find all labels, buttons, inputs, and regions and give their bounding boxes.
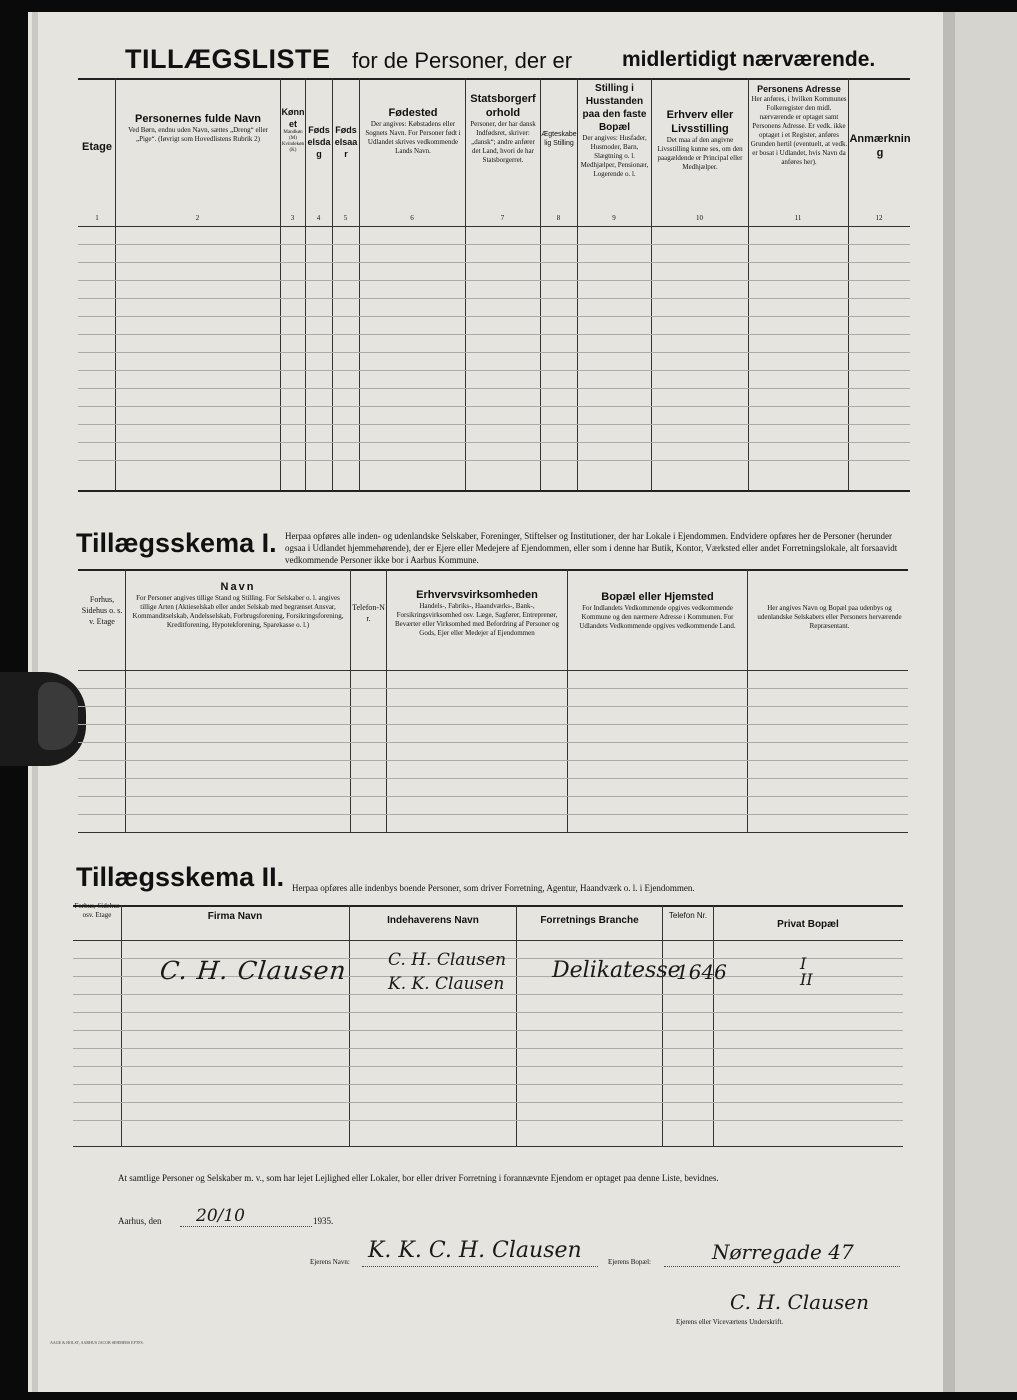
city-date-label: Aarhus, den [118, 1216, 162, 1226]
signature-value: C. H. Clausen [730, 1290, 869, 1314]
owner-name-value: K. K. C. H. Clausen [368, 1238, 582, 1263]
col-num: 3 [290, 214, 295, 222]
year-label: 1935. [313, 1216, 334, 1226]
col-header-name: Personernes fulde Navn Ved Børn, endnu uden Navn, sættes „Dreng“ eller „Pige“. (Iøvrigt som Hovedlistens Rubrik 2) [128, 113, 268, 143]
date-value: 20/10 [196, 1206, 245, 1226]
col-divider [465, 78, 466, 490]
row-line [73, 1084, 903, 1085]
skema2-intro: Herpaa opføres alle indenbys boende Personer, som driver Forretning, Agentur, Haandværk o. l. i Ejendommen. [292, 883, 695, 893]
col-divider [748, 78, 749, 490]
s2-col-bopael: Privat Bopæl [777, 919, 839, 930]
col-header-aegteskab: Ægteskabelig Stilling [541, 131, 577, 147]
row-line [78, 262, 910, 263]
s2-col-telefon: Telefon Nr. [668, 911, 708, 920]
col-header-etage: Etage [82, 141, 112, 153]
col-header-adresse: Personens Adresse Her anføres, i hvilken Kommunes Folkeregister den midl. nærværende er optaget samt Personens Adresse. Er vedk. ikke optaget i et Register, anføres Grunden hertil (eventuelt, at vedk. er bosat i Udlandet, hvis Navn da anføres her). [750, 84, 848, 166]
row-line [78, 814, 908, 815]
table-top-rule [78, 78, 910, 80]
row-line [73, 1102, 903, 1103]
col-num: 2 [195, 214, 200, 222]
row-line [78, 460, 910, 461]
row-line [78, 778, 908, 779]
s2-col-etage: Forhus, Sidehus osv. Etage [74, 902, 120, 919]
row-line [73, 1120, 903, 1121]
row-line [78, 724, 908, 725]
col-divider [713, 905, 714, 1146]
row-line [78, 244, 910, 245]
owner-address-value: Nørregade 47 [712, 1240, 854, 1264]
col-divider [386, 569, 387, 832]
col-divider [359, 78, 360, 490]
owner-address-line [664, 1266, 900, 1267]
col-num: 4 [316, 214, 321, 222]
row-line [73, 1048, 903, 1049]
row-line [78, 406, 910, 407]
s1-col-navn: Navn For Personer angives tillige Stand og Stilling. For Selskaber o. l. angives tillige Arten (Aktieselskab eller andet Selskab med begrænset Ansvar, Kommanditselskab, Andelsselskab, Forbrugsforening, Forsikringsforening, Kreditforening, Hypotekforening, Sparekasse o. l.) [132, 581, 344, 629]
row-line [78, 334, 910, 335]
row-line [78, 742, 908, 743]
col-num: 10 [696, 214, 703, 222]
col-num: 12 [875, 214, 883, 222]
owner-name-line [362, 1266, 598, 1267]
title-tillaegsliste: TILLÆGSLISTE [125, 44, 331, 74]
col-header-erhverv: Erhverv eller Livsstilling Det maa af den angivne Livsstilling kunne ses, om den paagældende er Principal eller Medhjælper. [657, 109, 743, 171]
col-header-foedselsdag: Fødselsdag [307, 125, 331, 159]
s2-col-branche: Forretnings Branche [540, 915, 639, 926]
col-num: 1 [95, 214, 99, 222]
skema1-header-rule [78, 670, 908, 671]
entry-bopael-2: II [800, 970, 813, 989]
col-num: 5 [343, 214, 348, 222]
owner-address-label: Ejerens Bopæl: [608, 1258, 651, 1266]
s1-col-erhverv: Erhvervsvirksomheden Handels-, Fabriks-, Haandværks-, Bank-, Forsikringsvirksomhed osv. Læge, Sagfører, Entreprenør, Beværter eller Virksomhed med Befordring af Personer og Gods, Ejer eller Medejer af Ejendommen [394, 589, 560, 637]
owner-name-label: Ejerens Navn: [310, 1258, 350, 1266]
entry-telefon: 1646 [676, 960, 727, 984]
entry-bopael-1: I [800, 954, 807, 973]
col-header-koennet: Kønnet Mandkøn (M) Kvindekøn (K) [281, 107, 305, 153]
next-page [955, 12, 1017, 1392]
col-divider [115, 78, 116, 490]
col-header-foedselsaar: Fødselsaar [334, 125, 358, 159]
thumbnail-shape [38, 682, 78, 750]
row-line [78, 760, 908, 761]
row-line [73, 1030, 903, 1031]
entry-branche: Delikatesse [552, 958, 681, 983]
col-header-foedested: Fødested Der angives: Købstadens eller Sognets Navn. For Personer født i Udlandet skrives vedkommende Lands Navn. [365, 107, 461, 155]
col-num: 11 [794, 214, 802, 222]
entry-indehaver-1: C. H. Clausen [388, 950, 507, 970]
s2-col-firma: Firma Navn [207, 911, 263, 922]
row-line [78, 352, 910, 353]
row-line [78, 316, 910, 317]
skema1-top-rule [78, 569, 908, 571]
declaration-text: At samtlige Personer og Selskaber m. v., som har lejet Lejlighed eller Lokaler, bor eller driver Forretning i forannævnte Ejendom er optaget paa denne Liste, bevidnes. [118, 1173, 719, 1183]
col-divider [662, 905, 663, 1146]
col-num: 6 [410, 214, 414, 222]
col-header-stilling: Stilling i Husstanden paa den faste Bopæl Der angives: Husfader, Husmoder, Barn, Slægtning o. l. Medhjælper, Pensionær, Logerende o. l. [580, 83, 649, 178]
col-header-anmaerkning: Anmærkning [849, 133, 911, 159]
col-divider [121, 905, 122, 1146]
table-bottom-rule [78, 490, 910, 492]
col-divider [567, 569, 568, 832]
printer-mark: AAGE & HOLST, AARHUS JACOB SEHMERS EFTFS. [50, 1340, 144, 1345]
skema1-title: Tillægsskema I. [76, 528, 277, 558]
row-line [78, 424, 910, 425]
title-middle: for de Personer, der er [352, 48, 573, 73]
col-num: 9 [612, 214, 616, 222]
row-line [78, 796, 908, 797]
skema2-bottom-rule [73, 1146, 903, 1147]
col-divider [651, 78, 652, 490]
skema2-top-rule [73, 905, 903, 907]
skema1-intro: Herpaa opføres alle inden- og udenlandske Selskaber, Foreninger, Stiftelser og Institutioner, der har Lokale i Ejendommen. Endvidere opføres her de Personer (herunder ogsaa i Udlandet hjemmehørende), der er Ejere eller Medejere af Ejendommen, eller som i denne har Butik, Kontor, Værksted eller andet Forretningslokale, alt forsaavidt vedkommende Personer ikke bor i Aarhus Kommune. [285, 531, 898, 565]
col-num: 7 [500, 214, 505, 222]
entry-firma: C. H. Clausen [158, 956, 349, 985]
col-divider [125, 569, 126, 832]
skema2-title: Tillægsskema II. [76, 862, 285, 892]
entry-indehaver-2: K. K. Clausen [388, 974, 505, 994]
row-line [78, 442, 910, 443]
row-line [78, 370, 910, 371]
col-divider [349, 905, 350, 1146]
s1-col-etage: Forhus, Sidehus o. s. v. Etage [81, 595, 123, 626]
col-divider [747, 569, 748, 832]
row-line [78, 280, 910, 281]
col-divider [516, 905, 517, 1146]
row-line [73, 1066, 903, 1067]
row-line [73, 994, 903, 995]
s1-col-repraesentant: Her angives Navn og Bopæl paa udenbys og udenlandske Selskabers eller Personers herværende Repræsentant. [757, 604, 902, 630]
date-line [180, 1226, 312, 1227]
page-edge [943, 12, 955, 1392]
signature-label: Ejerens eller Viceværtens Underskrift. [676, 1318, 784, 1326]
row-line [78, 706, 908, 707]
col-num: 8 [556, 214, 561, 222]
s2-col-indehaver: Indehaverens Navn [387, 915, 479, 926]
skema2-header-rule [73, 940, 903, 941]
row-line [78, 298, 910, 299]
skema1-bottom-rule [78, 832, 908, 833]
row-line [73, 1012, 903, 1013]
table-header-rule [78, 226, 910, 227]
title-end: midlertidigt nærværende. [622, 48, 876, 71]
s1-col-bopael: Bopæl eller Hjemsted For Indlandets Vedkommende opgives vedkommende Kommune og den nærmere Adresse i Kommunen. For Udlandets Vedkommende opgives vedkommende Land. [579, 591, 736, 630]
col-header-statsborger: Statsborgerforhold Personer, der har dansk Indfødsret, skriver: „dansk“; andre anfører det Land, hvori de har Statsborgerret. [470, 93, 536, 164]
s1-col-telefon: Telefon-Nr. [352, 603, 385, 623]
row-line [78, 688, 908, 689]
row-line [78, 388, 910, 389]
